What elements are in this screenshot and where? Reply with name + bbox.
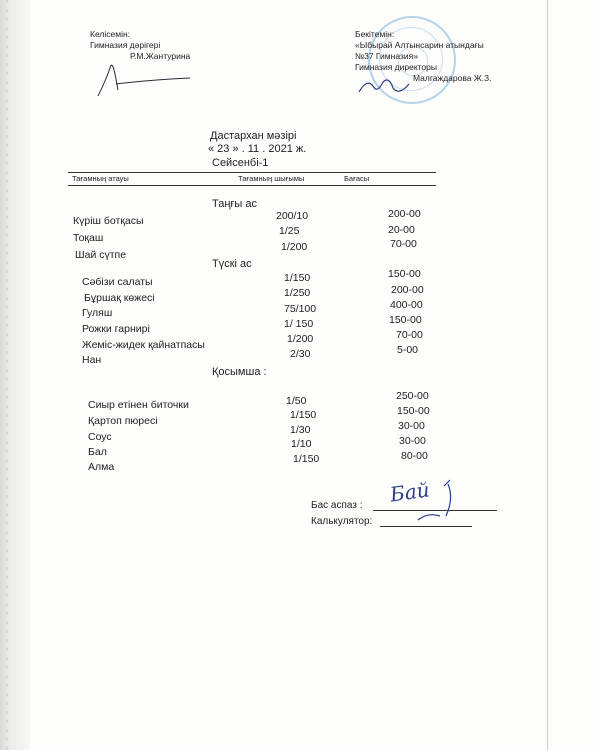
item-name: Қартоп пюресі — [88, 415, 158, 427]
menu-title: Дастархан мәзірі — [210, 130, 297, 142]
approval-left-line2: Гимназия дәрігері — [90, 40, 161, 50]
item-yield: 1/30 — [290, 424, 311, 436]
item-price: 150-00 — [388, 268, 421, 280]
item-price: 150-00 — [389, 314, 422, 326]
item-yield: 2/30 — [290, 348, 311, 360]
item-name: Сиыр етінен биточки — [88, 399, 189, 411]
section-title-breakfast: Таңғы ас — [212, 198, 258, 210]
scan-edge-right — [547, 0, 548, 750]
item-price: 80-00 — [401, 450, 428, 462]
approval-right-line2: «Ыбырай Алтынсарин атындағы — [355, 40, 484, 50]
item-price: 150-00 — [397, 405, 430, 417]
item-price: 70-00 — [396, 329, 423, 341]
item-price: 200-00 — [391, 284, 424, 296]
item-yield: 1/10 — [291, 438, 312, 450]
item-price: 250-00 — [396, 390, 429, 402]
item-price: 30-00 — [399, 435, 426, 447]
scan-edge-left — [0, 0, 30, 750]
chef-signature: Бай — [388, 477, 431, 507]
approval-left-line3: Р.М.Жантурина — [130, 51, 191, 61]
item-yield: 1/200 — [281, 241, 308, 253]
item-price: 200-00 — [388, 208, 421, 220]
column-header — [68, 172, 436, 186]
calculator-signature-line — [380, 526, 472, 527]
director-signature — [355, 74, 415, 100]
column-price: Бағасы — [344, 174, 370, 183]
item-name: Тоқаш — [73, 232, 104, 244]
item-name: Алма — [88, 461, 115, 473]
item-yield: 1/150 — [293, 453, 320, 465]
item-name: Сәбізи салаты — [82, 276, 153, 288]
item-yield: 1/250 — [284, 287, 311, 299]
item-yield: 1/50 — [286, 395, 307, 407]
item-name: Бұршақ көжесі — [84, 292, 155, 304]
approval-right-line5: Малгаждарова Ж.З. — [413, 73, 492, 83]
approval-left-line1: Келісемін: — [90, 29, 131, 39]
item-name: Гуляш — [82, 307, 113, 319]
item-name: Күріш ботқасы — [73, 215, 144, 227]
section-title-extras: Қосымша : — [212, 366, 267, 378]
item-yield: 1/150 — [290, 409, 317, 421]
item-name: Жеміс-жидек қайнатпасы — [82, 339, 205, 351]
calculator-label: Калькулятор: — [311, 516, 373, 527]
menu-day: Сейсенбі-1 — [212, 157, 269, 169]
item-yield: 75/100 — [284, 303, 317, 315]
item-name: Нан — [82, 354, 102, 366]
column-name: Тағамның атауы — [72, 174, 129, 183]
column-yield: Тағамның шығымы — [238, 174, 305, 183]
item-yield: 1/25 — [279, 225, 300, 237]
item-price: 70-00 — [390, 238, 417, 250]
item-price: 5-00 — [397, 344, 419, 356]
item-yield: 200/10 — [276, 210, 309, 222]
approval-right-line1: Бекітемін: — [355, 29, 395, 39]
item-name: Соус — [88, 431, 112, 443]
item-yield: 1/ 150 — [284, 318, 314, 330]
menu-date: « 23 » . 11 . 2021 ж. — [208, 143, 307, 155]
chef-label: Бас аспаз : — [311, 500, 363, 511]
item-yield: 1/150 — [284, 272, 311, 284]
item-price: 30-00 — [398, 420, 425, 432]
section-title-lunch: Түскі ас — [212, 258, 252, 270]
approval-right-line4: Гимназия директоры — [355, 62, 437, 72]
item-yield: 1/200 — [287, 333, 314, 345]
item-name: Шай сүтпе — [75, 249, 127, 261]
item-name: Бал — [88, 446, 107, 458]
item-name: Рожки гарнирі — [82, 323, 150, 335]
item-price: 20-00 — [388, 224, 415, 236]
approval-right-line3: №37 Гимназия» — [355, 51, 418, 61]
item-price: 400-00 — [390, 299, 423, 311]
doctor-signature — [88, 50, 198, 100]
chef-signature-flourish — [398, 476, 488, 524]
